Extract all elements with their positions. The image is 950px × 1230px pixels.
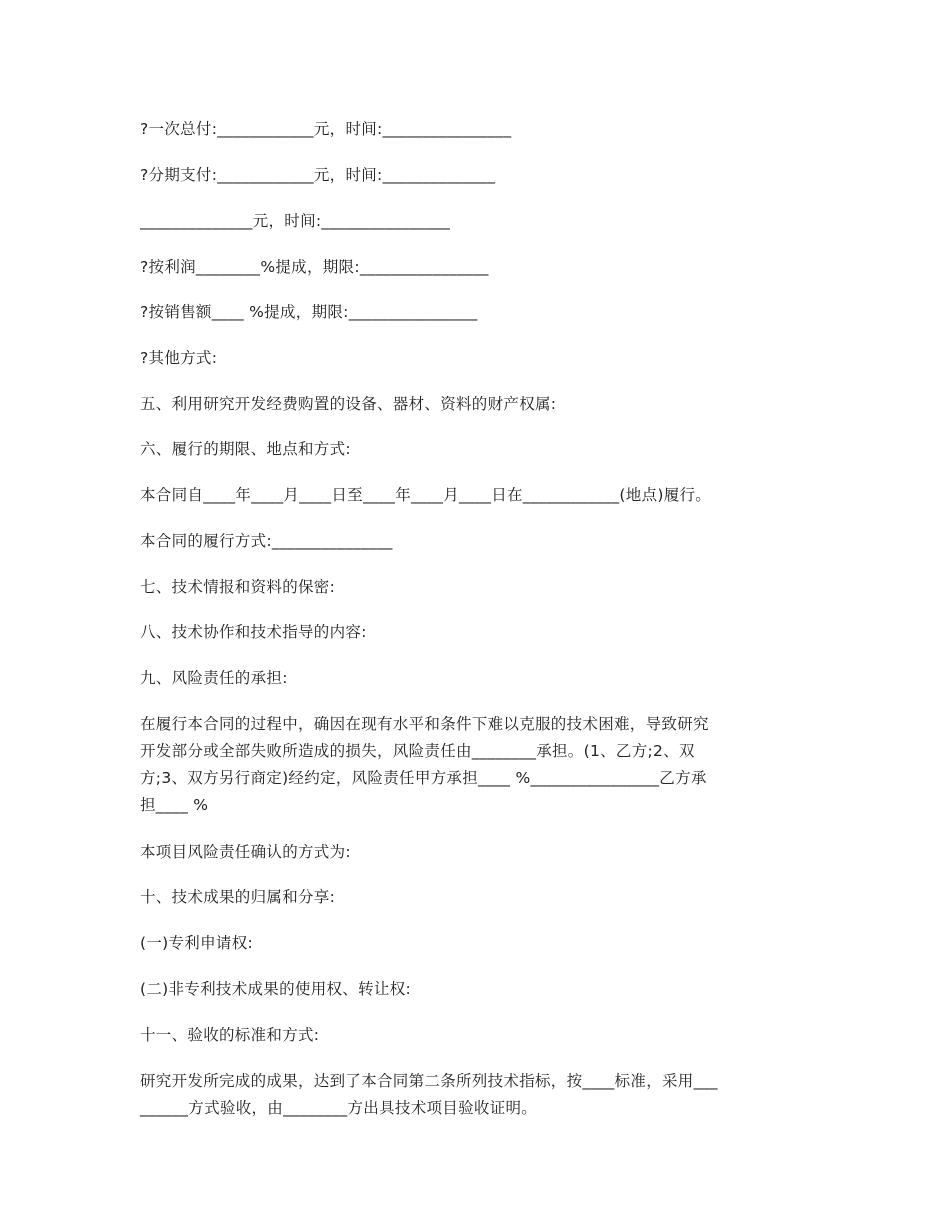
performance-period-text: 本合同自____年____月____日至____年____月____日在____________(地点)履行。 xyxy=(140,486,712,504)
payment-profit-share: ?按利润________%提成，期限:________________ xyxy=(140,258,489,276)
section-11-heading: 十一、验收的标准和方式: xyxy=(140,1026,320,1044)
payment-installment: ?分期支付:____________元，时间:______________ xyxy=(140,166,496,184)
section-10-heading: 十、技术成果的归属和分享: xyxy=(140,888,336,906)
acceptance-paragraph-line-2: ______方式验收，由________方出具技术项目验收证明。 xyxy=(140,1099,538,1117)
non-patent-rights: (二)非专利技术成果的使用权、转让权: xyxy=(140,980,412,998)
section-6-heading: 六、履行的期限、地点和方式: xyxy=(140,440,351,458)
performance-method-text: 本合同的履行方式:_______________ xyxy=(140,532,393,550)
section-8-heading: 八、技术协作和技术指导的内容: xyxy=(140,623,367,641)
payment-lump-sum: ?一次总付:____________元，时间:________________ xyxy=(140,120,512,138)
risk-confirmation-text: 本项目风险责任确认的方式为: xyxy=(140,843,351,861)
risk-paragraph-line-3: 方;3、双方另行商定)经约定，风险责任甲方承担____ %________________乙方承 xyxy=(140,769,707,787)
risk-paragraph-line-1: 在履行本合同的过程中，确因在现有水平和条件下难以克服的技术困难，导致研究 xyxy=(140,715,709,733)
patent-application-right: (一)专利申请权: xyxy=(140,934,254,952)
payment-other: ?其他方式: xyxy=(140,349,218,367)
section-5-heading: 五、利用研究开发经费购置的设备、器材、资料的财产权属: xyxy=(140,395,557,413)
risk-paragraph-line-2: 开发部分或全部失败所造成的损失，风险责任由________承担。(1、乙方;2、双 xyxy=(140,742,695,760)
section-9-heading: 九、风险责任的承担: xyxy=(140,669,288,687)
payment-installment-continued: ______________元，时间:________________ xyxy=(140,212,451,230)
risk-paragraph-line-4: 担____ % xyxy=(140,796,209,814)
section-7-heading: 七、技术情报和资料的保密: xyxy=(140,578,336,596)
payment-sales-share: ?按销售额____ %提成，期限:________________ xyxy=(140,303,478,321)
acceptance-paragraph-line-1: 研究开发所完成的成果，达到了本合同第二条所列技术指标，按____标准，采用___ xyxy=(140,1072,718,1090)
